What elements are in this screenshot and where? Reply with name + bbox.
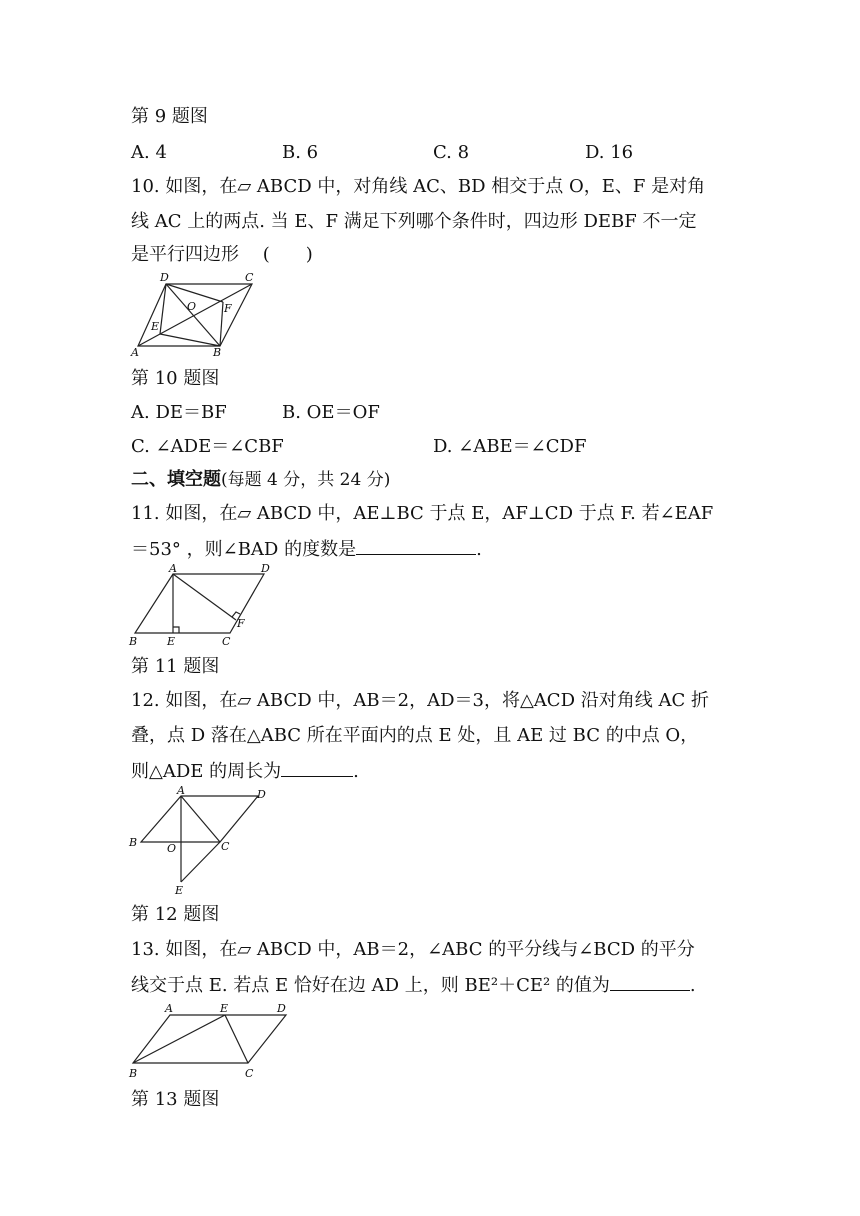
q13-label-e: E xyxy=(220,1002,229,1015)
q9-option-b: B. 6 xyxy=(282,142,319,163)
q12-label-e: E xyxy=(175,884,184,897)
q11-figure xyxy=(128,562,278,651)
q10-text-line2: 线 AC 上的两点. 当 E、F 满足下列哪个条件时，四边形 DEBF 不一定 xyxy=(131,211,697,232)
q10-label-f: F xyxy=(224,302,232,315)
q10-label-b: B xyxy=(213,346,222,359)
q11-parallelogram xyxy=(135,574,264,633)
q9-option-c: C. 8 xyxy=(433,142,470,163)
q12-text-line3 xyxy=(131,758,359,784)
q12-text-line2: 叠，点 D 落在△ABC 所在平面内的点 E 处，且 AE 过 BC 的中点 O， xyxy=(131,725,699,746)
q11-caption: 第 11 题图 xyxy=(131,656,220,677)
q11-text-line2-end: . xyxy=(476,539,482,560)
q13-bisector-ce xyxy=(225,1015,248,1063)
q11-text-line2 xyxy=(131,536,482,562)
q10-option-c: C. ∠ADE＝∠CBF xyxy=(131,436,284,457)
q13-caption: 第 13 题图 xyxy=(131,1089,220,1110)
q13-label-c: C xyxy=(245,1067,254,1080)
q12-answer-blank[interactable] xyxy=(281,758,353,777)
q13-text-line2-end: . xyxy=(689,975,696,996)
q11-altitude-af xyxy=(173,574,236,620)
q11-label-a: A xyxy=(169,562,177,575)
q12-label-c: C xyxy=(221,840,230,853)
q11-label-e: E xyxy=(167,635,176,648)
q11-label-d: D xyxy=(261,562,270,575)
q12-label-d: D xyxy=(257,788,266,801)
q12-diagonal-ac xyxy=(181,796,220,842)
q13-text-line1: 13. 如图，在▱ ABCD 中，AB＝2，∠ABC 的平分线与∠BCD 的平分 xyxy=(131,939,695,960)
q12-text-line3-body: 则△ADE 的周长为 xyxy=(131,761,282,782)
q13-text-line2-body: 线交于点 E. 若点 E 恰好在边 AD 上，则 BE²＋CE² 的值为 xyxy=(131,975,610,996)
q13-label-b: B xyxy=(129,1067,138,1080)
q12-label-o: O xyxy=(167,842,177,855)
q10-text-line1: 10. 如图，在▱ ABCD 中，对角线 AC、BD 相交于点 O，E、F 是对角 xyxy=(131,176,706,197)
q12-segment-ec xyxy=(181,842,220,882)
q10-label-c: C xyxy=(245,271,254,284)
q10-label-o: O xyxy=(187,300,197,313)
q10-caption: 第 10 题图 xyxy=(131,368,220,389)
q12-text-line1: 12. 如图，在▱ ABCD 中，AB＝2，AD＝3，将△ACD 沿对角线 AC 折 xyxy=(131,690,709,711)
q12-figure xyxy=(128,786,278,898)
q12-label-a: A xyxy=(177,784,185,797)
q10-label-a: A xyxy=(131,346,139,359)
q9-option-a: A. 4 xyxy=(131,142,167,163)
q11-label-b: B xyxy=(129,635,138,648)
q9-caption: 第 9 题图 xyxy=(131,106,208,127)
section-title: 二、填空题 xyxy=(131,469,221,490)
q11-answer-blank[interactable] xyxy=(356,536,476,555)
q10-option-a: A. DE＝BF xyxy=(131,402,227,423)
q13-figure xyxy=(128,1000,298,1082)
q13-label-d: D xyxy=(277,1002,286,1015)
q10-option-b: B. OE＝OF xyxy=(282,402,380,423)
q11-text-line1: 11. 如图，在▱ ABCD 中，AE⊥BC 于点 E，AF⊥CD 于点 F. 若∠EAF xyxy=(131,503,714,524)
q12-label-b: B xyxy=(129,836,138,849)
q13-parallelogram xyxy=(133,1015,286,1063)
q12-parallelogram xyxy=(141,796,258,842)
q13-label-a: A xyxy=(165,1002,173,1015)
q12-caption: 第 12 题图 xyxy=(131,904,220,925)
q11-label-c: C xyxy=(222,635,231,648)
q10-option-d: D. ∠ABE＝∠CDF xyxy=(433,436,587,457)
section-note: (每题 4 分，共 24 分) xyxy=(221,470,391,490)
section-heading xyxy=(131,468,390,492)
q11-label-f: F xyxy=(237,617,245,630)
q9-option-d: D. 16 xyxy=(585,142,634,163)
q13-bisector-be xyxy=(133,1015,225,1063)
q12-text-line3-end: . xyxy=(353,761,359,782)
q10-figure xyxy=(128,272,258,360)
q10-label-d: D xyxy=(160,271,169,284)
q13-text-line2 xyxy=(131,972,696,998)
q10-label-e: E xyxy=(151,320,160,333)
q10-text-line3: 是平行四边形 ( ) xyxy=(131,244,313,265)
q13-answer-blank[interactable] xyxy=(610,972,690,991)
q11-text-line2-body: ＝53° ，则∠BAD 的度数是 xyxy=(131,539,357,560)
